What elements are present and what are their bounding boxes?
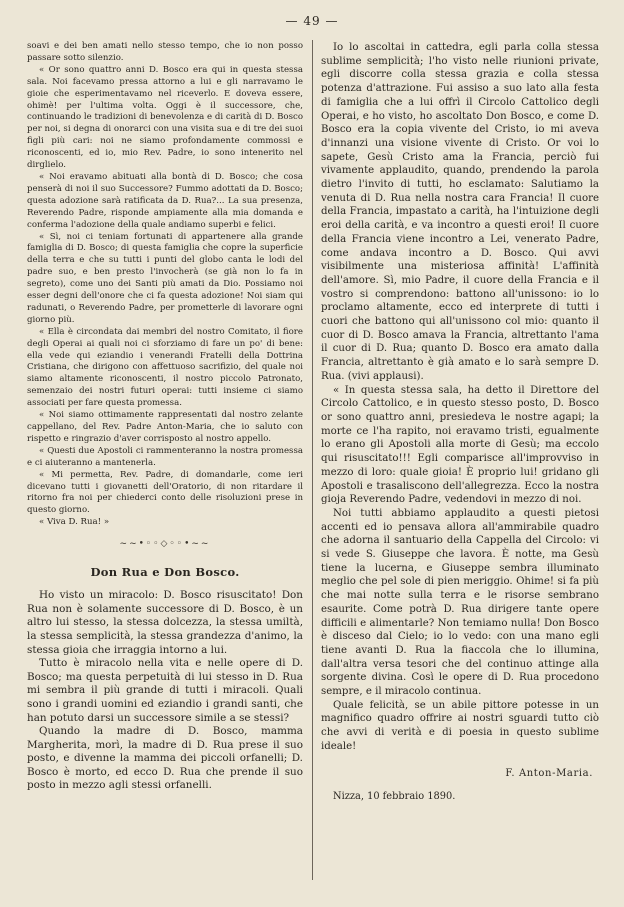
section-heading: Don Rua e Don Bosco. [90,565,240,580]
paragraph: « Or sono quattro anni D. Bosco era qui in questa stessa sala. Noi facevamo pressa attorno a lui e gli narravamo le gioie che esperimentavamo nel riceverlo. E doveva essere, ohimè! per l'ultima volta. Oggi è il successore, che, continuando le tradizioni di benevolenza e di carità di D. Bosco per noi, si degna di onorarci con una visita sua e di tre dei suoi figli più cari: noi ne siamo profondamente commossi e riconoscenti, ed io, mio Rev. Padre, io sono intenerito nel dirglielo. [27,64,303,171]
paragraph: « In questa stessa sala, ha detto il Direttore del Circolo Cattolico, e in questo stesso posto, D. Bosco or sono quattro anni, presiedeva le nostre agapi; la morte ce l'ha rapito, noi eravamo tristi, egualmente lo erano gli Apostoli alla morte di Gesù; ma eccolo qui risuscitato!!! Egli comparisce all'improvviso in mezzo di loro: quale gioia! È proprio lui! gridano gli Apostoli e trasaliscono dell'allegrezza. Ecco la nostra gioja Reverendo Padre, vedendovi in mezzo di noi. [321,384,599,506]
paragraph: « Ella è circondata dai membri del nostro Comitato, il fiore degli Operai ai quali noi ci sforziamo di fare un po' di bene: ella vede qui eziandio i venerandi Fratelli della Dottrina Cristiana, che dirigono con affettuoso sacrifizio, del quale noi siamo altamente riconoscenti, il nostro piccolo Patronato, semenzaio dei nostri futuri operai: tutti insieme ci siamo associati per fare questa promessa. [27,326,303,409]
paragraph: Quando la madre di D. Bosco, mamma Margherita, morì, la madre di D. Rua prese il suo posto, e divenne la mamma dei piccoli orfanelli; D. Bosco è morto, ed ecco D. Rua che prende il suo posto in mezzo agli stessi orfanelli. [27,725,303,792]
ornament-divider: ~~•◦◦◇◦◦•~~ [119,539,211,550]
article-text [27,589,303,793]
page-number: — 49 — [285,14,339,28]
paragraph: « Noi eravamo abituati alla bontà di D. Bosco; che cosa penserà di noi il suo Successore? Fummo adottati da D. Bosco; questa adozione sarà ratificata da D. Rua?... La sua presenza, Reverendo Padre, risponde ampiamente alla mia domanda e conferma l'adozione della quale andiamo superbi e felici. [27,171,303,230]
paragraph: « Questi due Apostoli ci rammenteranno la nostra promessa e ci aiuteranno a mantenerla. [27,445,303,468]
paragraph: « Sì, noi ci teniam fortunati di appartenere alla grande famiglia di D. Bosco; di questa famiglia che copre la superficie della terra e che su tutti i punti del globo canta le lodi del padre suo, e ben presto l'invocherà (se già non lo fa in segreto), come uno dei Santi più amati da Dio. Possiamo noi esser degni dell'onore che ci fa questa adozione! Noi siam qui radunati, o Reverendo Padre, per prometterle di lavorare ogni giorno più. [27,231,303,325]
speech-text [27,41,303,529]
paragraph: Noi tutti abbiamo applaudito a questi pietosi accenti ed io pensava allora all'ammirabile quadro che adorna il santuario della Cappella del Circolo: vi si vede S. Giuseppe che lavora. È notte, ma Gesù tiene la lucerna, e Giuseppe sembra illuminato meglio che pel sole di pien meriggio. Ohime! si fa più che mai notte sulla terra e le risorse sembrano esaurite. Come potrà D. Rua dirigere tante opere difficili e alimentarle? Non temiamo nulla! Don Bosco è disceso dal Cielo; io lo vedo: con una mano egli tiene avanti D. Rua la fiaccola che lo illumina, dall'altra versa tesori che del continuo attinge alla sorgente divina. Così le opere di D. Rua procedono sempre, e il miracolo continua. [321,507,599,698]
author-signature: F. Anton-Maria. [505,767,593,779]
paragraph: Ho visto un miracolo: D. Bosco risuscitato! Don Rua non è solamente successore di D. Bosco, è un altro lui stesso, la stessa dolcezza, la stessa umiltà, la stessa semplicità, la stessa grandezza d'animo, la stessa gioia che irraggia intorno a lui. [27,589,303,656]
paragraph: Io lo ascoltai in cattedra, egli parla colla stessa sublime semplicità; l'ho visto nelle riunioni private, egli discorre colla stessa grazia e colla stessa potenza d'attrazione. Fui assiso a suo lato alla festa di famiglia che a lui offrì il Circolo Cattolico degli Operai, e ho visto, ho ascoltato Don Bosco, e come D. Bosco era la copia vivente del Cristo, io mi aveva d'innanzi una visione vivente di Cristo. Or voi lo sapete, Gesù Cristo ama la Francia, perciò fui vivamente applaudito, quando, prendendo la parola dietro l'invito di tutti, ho esclamato: Salutiamo la venuta di D. Rua nella nostra cara Francia! Il cuore della Francia, impastato a carità, ha l'intuizione degli eroi della carità, e va incontro a questi eroi! Il cuore della Francia viene incontro a Lei, venerato Padre, come andava incontro a D. Bosco. Qui avvi visibilmente una misteriosa affinità! L'affinità dell'amore. Sì, mio Padre, il cuore della Francia e il vostro si comprendono: battono all'unissono: io lo proclamo altamente, ecco ed interprete di tutti i cuori che battono qui all'unissono col mio: quanto il cuor di D. Bosco amava la Francia, altrettanto l'ama il cuor di D. Rua; quanto D. Bosco era amato dalla Francia, altrettanto è già amato e lo sarà sempre D. Rua. (vivi applausi). [321,42,599,382]
paragraph: soavi e dei ben amati nello stesso tempo, che io non posso passare sotto silenzio. [27,41,303,63]
column-divider [312,40,313,880]
paragraph: « Viva D. Rua! » [39,517,110,528]
paragraph: « Mi permetta, Rev. Padre, di domandarle, come ieri dicevano tutti i giovanetti dell'Oratorio, di non ritardare il ritorno fra noi per chiederci conto delle risoluzioni prese in questo giorno. [27,469,303,516]
left-column [27,41,303,793]
paragraph: « Noi siamo ottimamente rappresentati dal nostro zelante cappellano, del Rev. Padre Anton-Maria, che io saluto con rispetto e ringrazio d'aver corrisposto al nostro appello. [27,410,303,444]
paragraph: Quale felicità, se un abile pittore potesse in un magnifico quadro offrire ai nostri sguardi tutto ciò che avvi di verità e di poesia in questo sublime ideale! [321,699,599,752]
paragraph: Tutto è miracolo nella vita e nelle opere di D. Bosco; ma questa perpetuità di lui stesso in D. Rua mi sembra il più grande di tutti i miracoli. Quali sono i grandi uomini ed eziandio i grandi santi, che han potuto darsi un successore simile a se stessi? [27,657,303,724]
right-column [321,41,599,802]
dateline: Nizza, 10 febbraio 1890. [333,790,456,802]
